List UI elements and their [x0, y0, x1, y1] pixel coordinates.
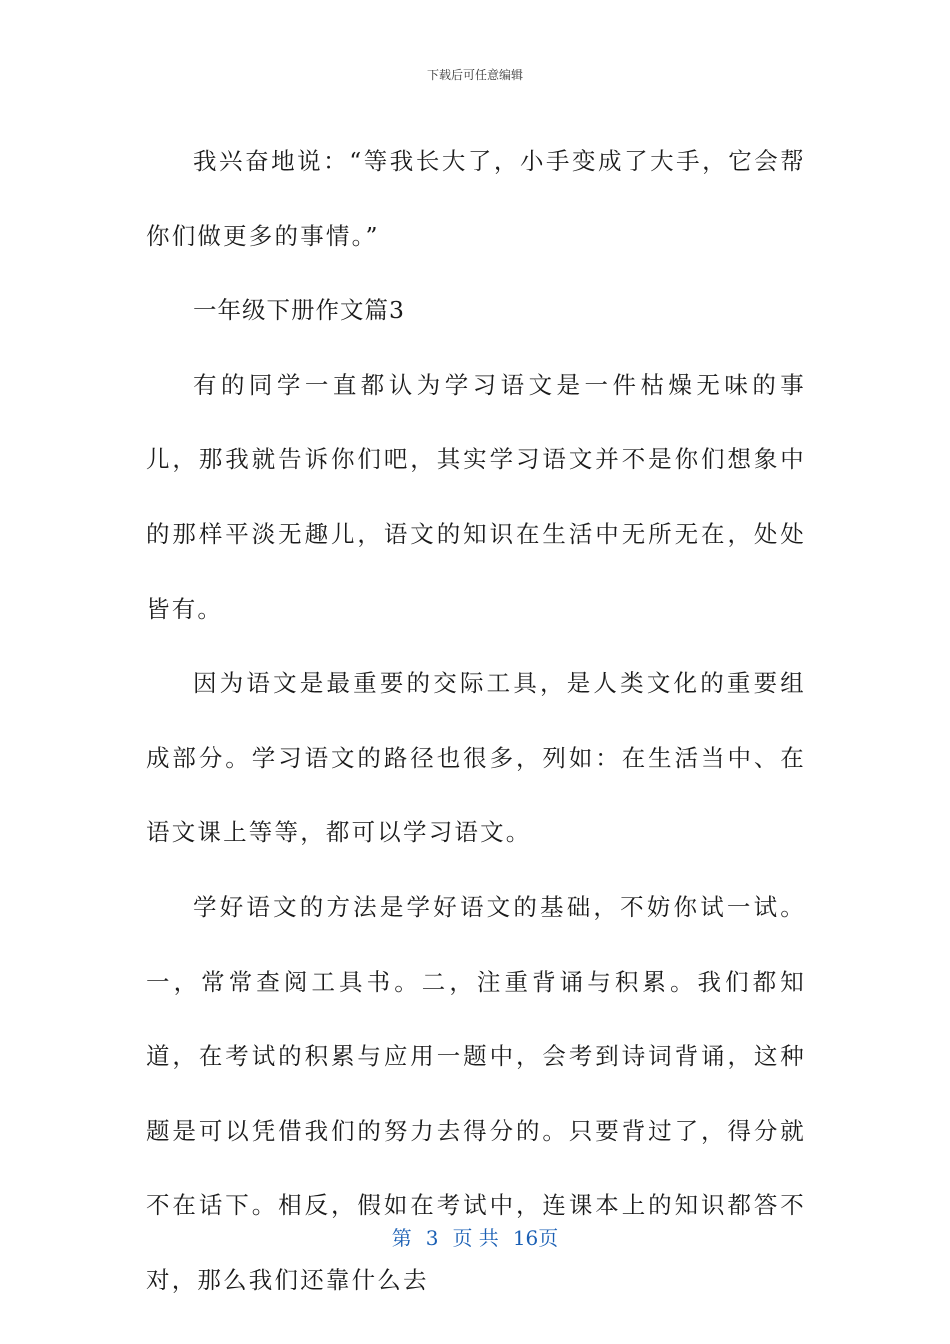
footer-total-pages: 16	[512, 1226, 539, 1250]
paragraph-4: 学好语文的方法是学好语文的基础，不妨你试一试。一，常常查阅工具书。二，注重背诵与积累。我们都知道，在考试的积累与应用一题中，会考到诗词背诵，这种题是可以凭借我们的努力去得分的。只要背过了，得分就不在话下。相反，假如在考试中，连课本上的知识都答不对，那么我们还靠什么去	[146, 892, 806, 1294]
paragraph-1: 我兴奋地说：“等我长大了，小手变成了大手，它会帮你们做更多的事情。”	[146, 147, 806, 250]
page-number-footer	[0, 1225, 950, 1251]
footer-prefix: 第	[391, 1226, 412, 1250]
footer-middle: 页 共	[452, 1226, 499, 1250]
footer-current-page: 3	[425, 1226, 439, 1250]
footer-suffix: 页	[538, 1226, 559, 1250]
section-heading: 一年级下册作文篇3	[193, 296, 405, 325]
paragraph-3: 因为语文是最重要的交际工具，是人类文化的重要组成部分。学习语文的路径也很多，列如：在生活当中、在语文课上等等，都可以学习语文。	[146, 669, 806, 847]
body-text	[146, 124, 806, 1318]
header-note: 下载后可任意编辑	[426, 68, 523, 82]
paragraph-2: 有的同学一直都认为学习语文是一件枯燥无味的事儿，那我就告诉你们吧，其实学习语文并不是你们想象中的那样平淡无趣儿，语文的知识在生活中无所无在，处处皆有。	[146, 370, 806, 623]
